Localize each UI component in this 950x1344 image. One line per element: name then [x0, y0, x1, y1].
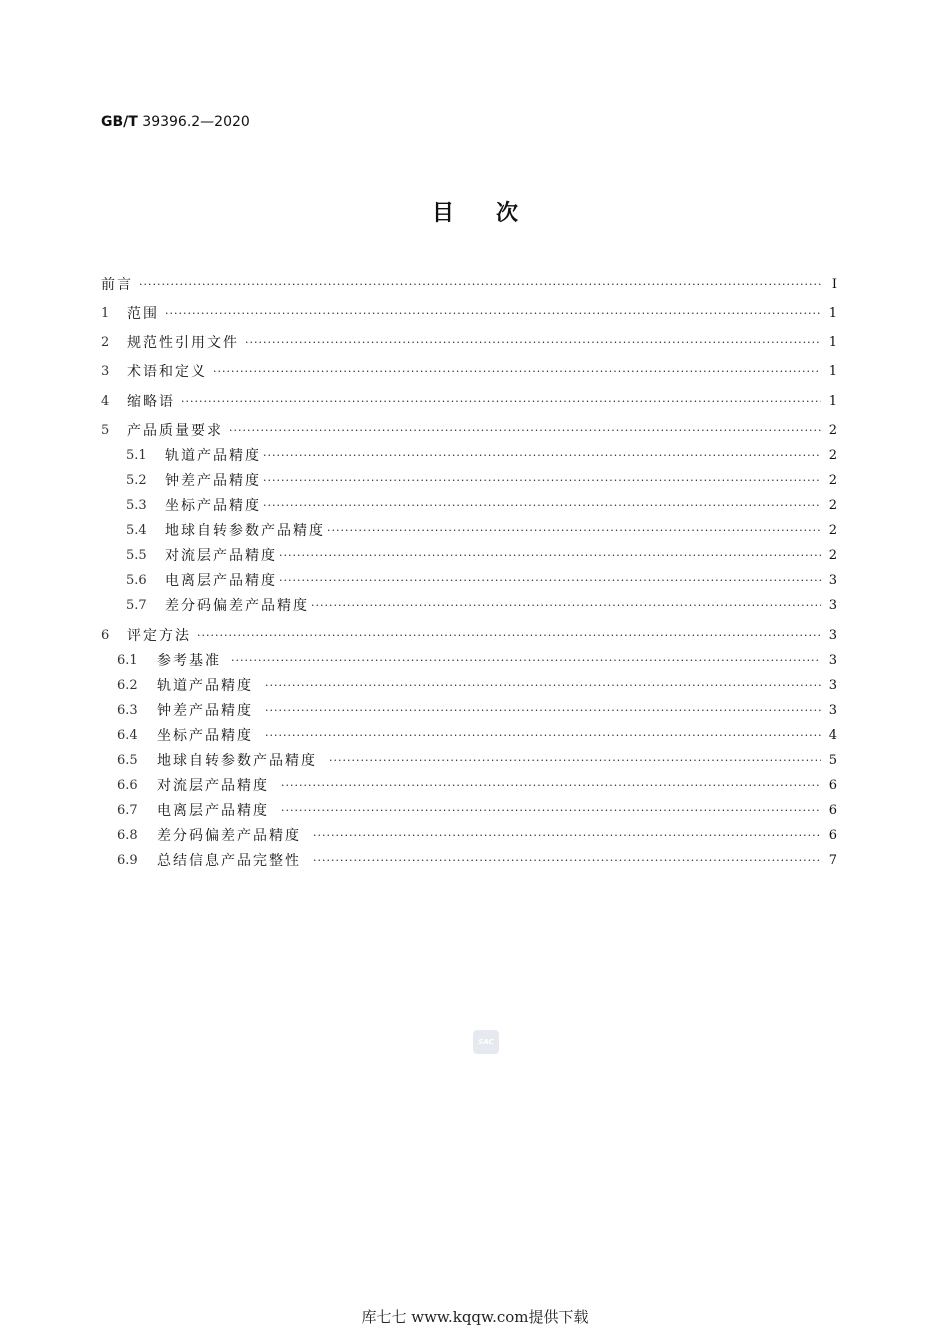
toc-leader: [281, 779, 821, 792]
toc-subentry[interactable]: [101, 699, 837, 721]
footer-download-note: 库七七 www.kqqw.com提供下载: [361, 1308, 589, 1326]
watermark-text: SAC: [478, 1038, 494, 1046]
toc-page: 3: [828, 627, 837, 643]
toc-entry[interactable]: [101, 390, 837, 412]
toc-subentry[interactable]: [101, 444, 837, 466]
page-title: 目次: [431, 201, 560, 226]
toc-label: 规范性引用文件: [127, 335, 239, 351]
toc-subentry[interactable]: [101, 594, 837, 616]
toc-entry-preface[interactable]: [101, 273, 837, 295]
standard-code: [101, 114, 250, 130]
toc-leader: [231, 654, 821, 667]
toc-number: 4: [101, 393, 110, 409]
toc-label: 对流层产品精度: [157, 778, 269, 794]
toc-number: 6.6: [117, 777, 138, 793]
toc-number: 6.7: [117, 802, 138, 818]
toc-leader: [329, 754, 821, 767]
toc-label: 参考基准: [157, 653, 221, 669]
toc-leader: [313, 854, 821, 867]
toc-number: 6.9: [117, 852, 138, 868]
toc-leader: [263, 474, 821, 487]
toc-page: 6: [828, 777, 837, 793]
toc-page: 1: [828, 363, 837, 379]
toc-label: 缩略语: [127, 394, 175, 410]
toc-page: 7: [828, 852, 837, 868]
toc-number: 6.8: [117, 827, 138, 843]
toc-subentry[interactable]: [101, 494, 837, 516]
toc-label: 差分码偏差产品精度: [157, 828, 301, 844]
toc-leader: [265, 704, 821, 717]
toc-leader: [263, 499, 821, 512]
toc-number: 5: [101, 422, 110, 438]
toc-leader: [139, 278, 821, 291]
toc-page: 2: [828, 547, 837, 563]
toc-label: 术语和定义: [127, 364, 207, 380]
toc-page: I: [831, 276, 837, 292]
toc-page: 2: [828, 472, 837, 488]
toc-label: 差分码偏差产品精度: [165, 598, 309, 614]
toc-leader: [197, 629, 821, 642]
toc-page: 5: [828, 752, 837, 768]
toc-number: 5.3: [126, 497, 147, 513]
toc-entry[interactable]: [101, 331, 837, 353]
toc-subentry[interactable]: [101, 649, 837, 671]
toc-number: 5.1: [126, 447, 147, 463]
toc-number: 6: [101, 627, 110, 643]
toc-label: 地球自转参数产品精度: [165, 523, 325, 539]
toc-leader: [229, 424, 821, 437]
toc-label: 地球自转参数产品精度: [157, 753, 317, 769]
toc-page: 3: [828, 597, 837, 613]
toc-subentry[interactable]: [101, 519, 837, 541]
toc-label: 钟差产品精度: [157, 703, 253, 719]
toc-leader: [181, 395, 821, 408]
toc-label: 坐标产品精度: [157, 728, 253, 744]
toc-number: 5.5: [126, 547, 147, 563]
toc-label: 轨道产品精度: [157, 678, 253, 694]
toc-label: 评定方法: [127, 628, 191, 644]
toc-label: 轨道产品精度: [165, 448, 261, 464]
toc-label: 钟差产品精度: [165, 473, 261, 489]
toc-subentry[interactable]: [101, 569, 837, 591]
toc-page: 3: [828, 652, 837, 668]
toc-page: 3: [828, 702, 837, 718]
toc-entry[interactable]: [101, 302, 837, 324]
toc-leader: [245, 336, 821, 349]
toc-leader: [165, 307, 821, 320]
toc-number: 5.7: [126, 597, 147, 613]
toc-page: 1: [828, 334, 837, 350]
toc-page: 2: [828, 497, 837, 513]
toc-subentry[interactable]: [101, 749, 837, 771]
toc-number: 5.4: [126, 522, 147, 538]
toc-label: 坐标产品精度: [165, 498, 261, 514]
toc-number: 5.2: [126, 472, 147, 488]
sac-watermark: [473, 1030, 499, 1054]
toc-leader: [281, 804, 821, 817]
toc-number: 6.4: [117, 727, 138, 743]
toc-subentry[interactable]: [101, 724, 837, 746]
toc-subentry[interactable]: [101, 824, 837, 846]
standard-prefix: GB/T: [101, 114, 138, 130]
toc-label: 总结信息产品完整性: [157, 853, 301, 869]
toc-subentry[interactable]: [101, 544, 837, 566]
toc-number: 1: [101, 305, 110, 321]
toc-number: 2: [101, 334, 110, 350]
toc-label: 电离层产品精度: [165, 573, 277, 589]
toc-subentry[interactable]: [101, 774, 837, 796]
toc-leader: [279, 549, 821, 562]
toc-leader: [265, 729, 821, 742]
standard-number: 39396.2—2020: [142, 114, 250, 130]
toc-label: 前言: [101, 277, 133, 293]
toc-number: 6.1: [117, 652, 138, 668]
toc-page: 1: [828, 393, 837, 409]
toc-page: 2: [828, 447, 837, 463]
toc-subentry[interactable]: [101, 674, 837, 696]
toc-leader: [313, 829, 821, 842]
toc-page: 3: [828, 677, 837, 693]
toc-page: 1: [828, 305, 837, 321]
toc-entry[interactable]: [101, 624, 837, 646]
toc-leader: [279, 574, 821, 587]
toc-number: 6.5: [117, 752, 138, 768]
toc-subentry[interactable]: [101, 799, 837, 821]
toc-page: 2: [828, 422, 837, 438]
toc-page: 2: [828, 522, 837, 538]
toc-entry[interactable]: [101, 419, 837, 441]
toc-leader: [327, 524, 821, 537]
toc-number: 6.3: [117, 702, 138, 718]
toc-label: 范围: [127, 306, 159, 322]
toc-label: 电离层产品精度: [157, 803, 269, 819]
toc-page: 6: [828, 827, 837, 843]
toc-page: 4: [828, 727, 837, 743]
toc-number: 3: [101, 363, 110, 379]
toc-entry[interactable]: [101, 360, 837, 382]
toc-leader: [263, 449, 821, 462]
toc-number: 5.6: [126, 572, 147, 588]
toc-subentry[interactable]: [101, 849, 837, 871]
toc-page: 3: [828, 572, 837, 588]
toc-label: 产品质量要求: [127, 423, 223, 439]
toc-page: 6: [828, 802, 837, 818]
toc-leader: [265, 679, 821, 692]
toc-label: 对流层产品精度: [165, 548, 277, 564]
toc-leader: [213, 365, 821, 378]
toc-leader: [311, 599, 821, 612]
toc-number: 6.2: [117, 677, 138, 693]
toc-subentry[interactable]: [101, 469, 837, 491]
